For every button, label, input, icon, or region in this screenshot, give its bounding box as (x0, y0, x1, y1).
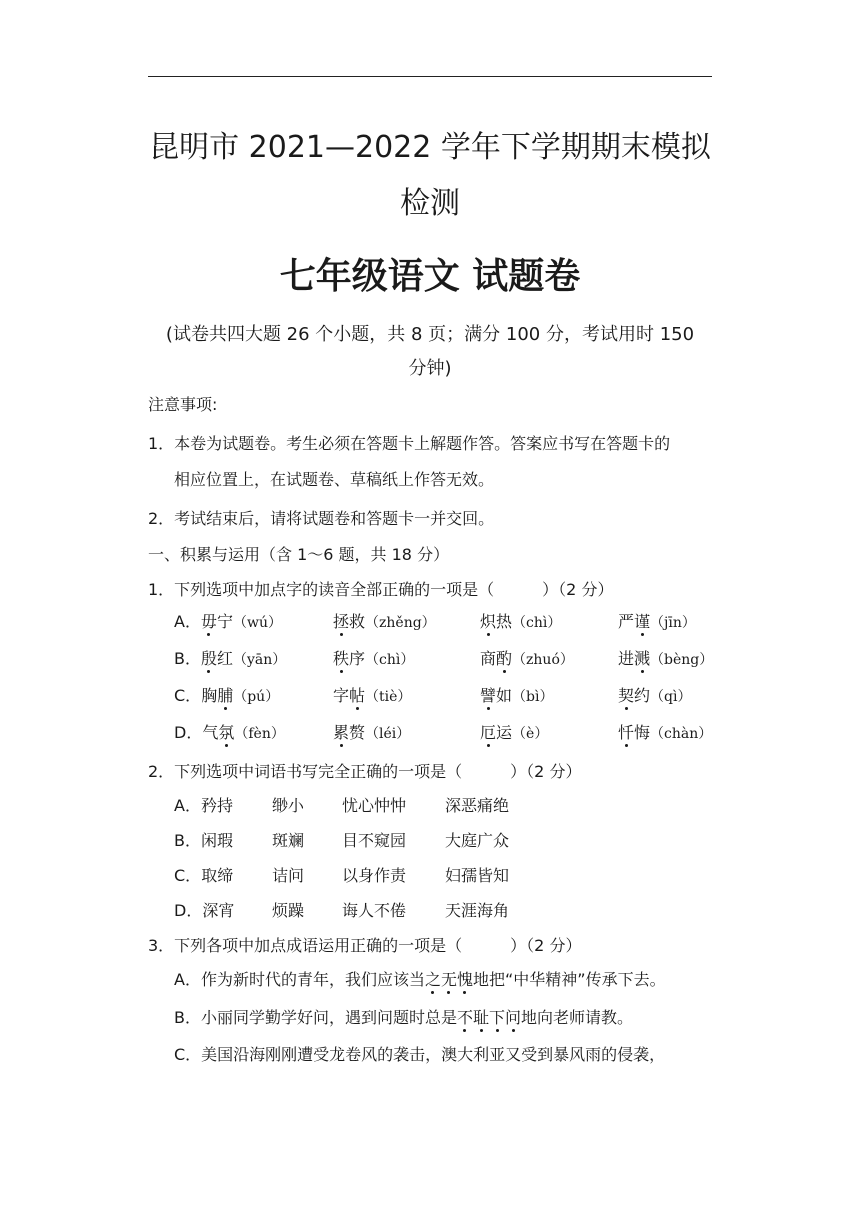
word-char: 序 (349, 649, 366, 668)
dotted-char: 毋 (201, 609, 217, 632)
question-1-stem: 1．下列选项中加点字的读音全部正确的一项是（ ）（2 分） (148, 580, 614, 599)
q1-option-d-word-3 (480, 720, 548, 743)
question-3-option-a (174, 967, 666, 990)
option-word: 以身作责 (342, 866, 407, 885)
dotted-char: 殷 (201, 646, 217, 669)
pinyin: （chàn） (650, 726, 713, 742)
option-word: 诘问 (272, 866, 305, 885)
word-char: 红 (217, 649, 234, 668)
dotted-char: 脯 (217, 683, 233, 706)
dotted-char: 秩 (333, 646, 349, 669)
dotted-idiom (457, 1008, 521, 1027)
option-word: 妇孺皆知 (445, 866, 510, 885)
word-char: 约 (634, 686, 651, 705)
dotted-char: 契 (618, 683, 634, 706)
q1-option-c-word-2 (333, 683, 411, 706)
dotted-char: 忏 (618, 720, 634, 743)
dotted-char: 累 (333, 720, 349, 743)
q1-option-d-word-1 (174, 720, 285, 743)
option-word: 深恶痛绝 (445, 796, 510, 815)
option-label: D． (174, 901, 203, 920)
pinyin: （fèn） (234, 726, 285, 742)
q1-option-d-word-4 (618, 720, 712, 743)
option-label: A． (174, 796, 201, 815)
option-word: 矜持 (200, 796, 233, 815)
q1-option-c-word-3 (480, 683, 553, 706)
pinyin: （chì） (512, 615, 562, 631)
option-label: C． (174, 686, 202, 705)
dotted-char: 下 (489, 1005, 505, 1028)
option-word: 闲瑕 (200, 831, 233, 850)
top-rule (148, 76, 712, 77)
word-char: 热 (496, 612, 513, 631)
dotted-char: 譬 (480, 683, 496, 706)
dotted-char: 拯 (333, 609, 349, 632)
q1-option-b-word-2 (333, 646, 414, 669)
word-char: 字 (333, 686, 350, 705)
q1-option-c-word-1 (174, 683, 279, 706)
q1-option-d-word-2 (333, 720, 410, 743)
option-word: 诲人不倦 (342, 901, 407, 920)
option-word: 天涯海角 (445, 901, 510, 920)
option-text: 地向老师请教。 (521, 1008, 634, 1027)
dotted-char: 氛 (218, 720, 234, 743)
option-word: 取缔 (201, 866, 234, 885)
note-item-2: 2．考试结束后，请将试题卷和答题卡一并交回。 (148, 509, 495, 528)
option-text: A．作为新时代的青年，我们应该当 (174, 970, 425, 989)
exam-title-line1: 昆明市 2021—2022 学年下学期期末模拟 (149, 130, 711, 165)
section-heading: 一、积累与运用（含 1～6 题，共 18 分） (148, 545, 450, 564)
q1-option-c-word-4 (618, 683, 691, 706)
exam-info-line2: 分钟) (408, 358, 452, 379)
option-word: 目不窥园 (342, 831, 407, 850)
exam-title-line2: 检测 (400, 186, 460, 221)
option-word: 大庭广众 (445, 831, 510, 850)
word-char: 商 (480, 649, 497, 668)
exam-info-line1: (试卷共四大题 26 个小题，共 8 页；满分 100 分，考试用时 150 (165, 324, 695, 345)
q1-option-b-word-4 (618, 646, 713, 669)
dotted-char: 耻 (473, 1005, 489, 1028)
question-2-stem: 2．下列选项中词语书写完全正确的一项是（ ）（2 分） (148, 762, 582, 781)
q1-option-a-word-3 (480, 609, 561, 632)
note-item-1-cont: 相应位置上，在试题卷、草稿纸上作答无效。 (174, 470, 495, 489)
pinyin: （zhěng） (365, 615, 436, 631)
q1-option-a-word-4 (618, 609, 696, 632)
pinyin: （jīn） (650, 615, 696, 631)
pinyin: （chì） (365, 652, 415, 668)
pinyin: （wú） (232, 615, 282, 631)
word-char: 救 (349, 612, 366, 631)
dotted-char: 厄 (480, 720, 496, 743)
question-3-option-c: C．美国沿海刚刚遭受龙卷风的袭击，澳大利亚又受到暴风雨的侵袭， (174, 1045, 666, 1064)
word-char: 悔 (634, 723, 651, 742)
option-word: 缈小 (272, 796, 305, 815)
pinyin: （zhuó） (512, 652, 574, 668)
option-label: A． (174, 612, 201, 631)
pinyin: （bì） (512, 689, 554, 705)
q1-option-b-word-1 (174, 646, 286, 669)
dotted-char: 酌 (496, 646, 512, 669)
option-word: 斑斓 (272, 831, 305, 850)
dotted-char: 无 (441, 967, 457, 990)
q2-option-a (174, 793, 233, 816)
question-3-stem: 3．下列各项中加点成语运用正确的一项是（ ）（2 分） (148, 936, 582, 955)
option-word: 烦躁 (272, 901, 305, 920)
pinyin: （è） (512, 726, 549, 742)
pinyin: （qì） (650, 689, 692, 705)
pinyin: （yān） (233, 652, 287, 668)
note-item-1: 1．本卷为试题卷。考生必须在答题卡上解题作答。答案应书写在答题卡的 (148, 434, 671, 453)
word-char: 进 (618, 649, 635, 668)
dotted-char: 愧 (457, 967, 473, 990)
option-label: C． (174, 866, 202, 885)
dotted-char: 不 (457, 1005, 473, 1028)
option-label: D． (174, 723, 203, 742)
word-char: 胸 (201, 686, 218, 705)
word-char: 赘 (349, 723, 366, 742)
word-char: 运 (496, 723, 513, 742)
q2-option-d (174, 898, 234, 921)
word-char: 气 (202, 723, 219, 742)
dotted-idiom (425, 970, 473, 989)
option-word: 深宵 (202, 901, 235, 920)
exam-subtitle: 七年级语文 试题卷 (279, 256, 581, 297)
pinyin: （bèng） (650, 652, 714, 668)
option-text: B．小丽同学勤学好问，遇到问题时总是 (174, 1008, 457, 1027)
pinyin: （pú） (233, 689, 280, 705)
q1-option-b-word-3 (480, 646, 574, 669)
q1-option-a-word-2 (333, 609, 436, 632)
dotted-char: 问 (505, 1005, 521, 1028)
word-char: 严 (618, 612, 635, 631)
pinyin: （tiè） (365, 689, 412, 705)
option-label: B． (174, 649, 201, 668)
q2-option-b (174, 828, 233, 851)
option-text: 地把“中华精神”传承下去。 (473, 970, 666, 989)
dotted-char: 溅 (634, 646, 650, 669)
pinyin: （léi） (365, 726, 411, 742)
q2-option-c (174, 863, 233, 886)
word-char: 宁 (216, 612, 233, 631)
dotted-char: 炽 (480, 609, 496, 632)
dotted-char: 帖 (349, 683, 365, 706)
notes-heading: 注意事项: (148, 395, 218, 414)
dotted-char: 之 (425, 967, 441, 990)
q1-option-a-word-1 (174, 609, 282, 632)
dotted-char: 谨 (634, 609, 650, 632)
option-label: B． (174, 831, 201, 850)
question-3-option-b (174, 1005, 633, 1028)
option-word: 忧心忡忡 (342, 796, 407, 815)
word-char: 如 (496, 686, 513, 705)
